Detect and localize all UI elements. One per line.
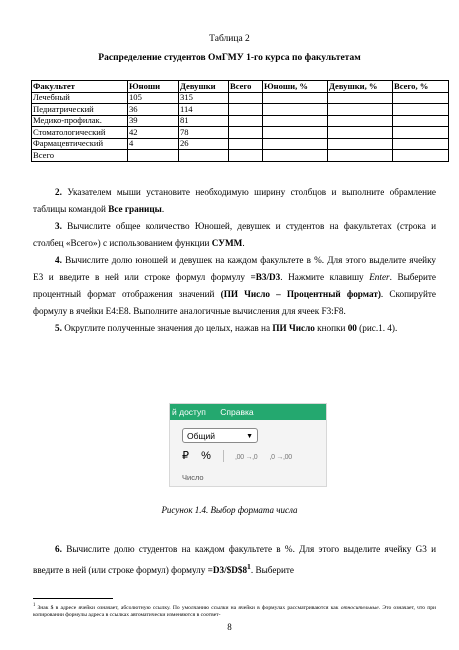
footnote-ref: 1 bbox=[247, 562, 251, 571]
step-text: Указателем мыши установите необходимую ширину столбцов и выполните обрамление таблицы командой bbox=[33, 187, 437, 214]
step-bold: Все границы bbox=[108, 204, 162, 214]
step-text: . bbox=[161, 204, 165, 214]
table-cell: Фармацевтический bbox=[32, 138, 128, 150]
table-cell bbox=[229, 104, 263, 116]
faculty-table bbox=[31, 80, 449, 162]
step-number: 5. bbox=[55, 323, 62, 333]
table-header-cell: Всего, % bbox=[393, 81, 449, 93]
table-cell bbox=[229, 115, 263, 127]
table-cell bbox=[263, 138, 328, 150]
step-number: 6. bbox=[55, 544, 62, 554]
step-3 bbox=[33, 218, 436, 252]
table-cell bbox=[229, 127, 263, 139]
step-4 bbox=[33, 252, 436, 320]
table-cell bbox=[229, 138, 263, 150]
table-cell bbox=[229, 150, 263, 162]
step-6 bbox=[33, 541, 436, 579]
table-title: Распределение студентов ОмГМУ 1-го курса по факультетам bbox=[98, 53, 361, 63]
footnote-mark: 1 bbox=[33, 603, 36, 608]
step-text: . Выберите bbox=[250, 565, 295, 576]
footnote-text: Знак $ в адресе ячейки означает, абсолютную ссылку. По умолчанию ссылки на ячейки в формулах рассматриваются как bbox=[35, 604, 341, 611]
step-text: . Выберите процентный формат отображения значений bbox=[33, 272, 436, 299]
table-cell bbox=[393, 92, 449, 104]
step-2 bbox=[33, 184, 436, 218]
table-cell bbox=[393, 115, 449, 127]
table-header-cell: Юноши, % bbox=[263, 81, 328, 93]
percent-format-icon[interactable]: % bbox=[201, 450, 211, 462]
footnote-text: . Это означает, что при копировании формулы адреса в ссылках автоматически изменяются в соответ- bbox=[33, 604, 436, 619]
table-cell: Медико-профилак. bbox=[32, 115, 128, 127]
step-bold: 00 bbox=[347, 323, 357, 333]
table-cell bbox=[328, 115, 393, 127]
table-header-cell: Девушки bbox=[179, 81, 229, 93]
tab-access[interactable]: й доступ bbox=[172, 407, 206, 417]
step-text: Вычислите долю юношей и девушек на каждом факультете в %. Для этого выделите ячейку E3 и введите в ней или строке формул формулу bbox=[33, 255, 437, 282]
table-cell: 26 bbox=[179, 138, 229, 150]
currency-format-icon[interactable]: ₽ bbox=[182, 450, 189, 462]
table-cell: 105 bbox=[128, 92, 179, 104]
table-cell: 81 bbox=[179, 115, 229, 127]
table-cell bbox=[328, 104, 393, 116]
table-cell bbox=[328, 138, 393, 150]
table-cell bbox=[393, 138, 449, 150]
table-cell bbox=[393, 150, 449, 162]
step-bold: СУММ bbox=[211, 238, 243, 248]
number-format-buttons bbox=[182, 449, 301, 463]
table-cell: 42 bbox=[128, 127, 179, 139]
table-cell: Педиатрический bbox=[32, 104, 128, 116]
footnote-divider bbox=[33, 598, 113, 599]
table-cell bbox=[263, 92, 328, 104]
table-cell: 78 bbox=[179, 127, 229, 139]
table-cell bbox=[328, 92, 393, 104]
formula: =B3/D3 bbox=[250, 272, 281, 282]
page-number: 8 bbox=[227, 622, 232, 632]
table-cell bbox=[328, 127, 393, 139]
table-cell bbox=[128, 150, 179, 162]
decrease-decimal-icon[interactable]: ,0 →,00 bbox=[269, 454, 292, 461]
ribbon-tab-bar bbox=[170, 404, 326, 420]
table-number: Таблица 2 bbox=[209, 34, 250, 44]
table-cell: Лечебный bbox=[32, 92, 128, 104]
table-cell: 36 bbox=[128, 104, 179, 116]
table-cell bbox=[263, 104, 328, 116]
step-number: 4. bbox=[55, 255, 62, 265]
table-cell: 315 bbox=[179, 92, 229, 104]
step-number: 2. bbox=[55, 187, 62, 197]
footnote-italic: относительные bbox=[340, 604, 379, 611]
step-text: Округлите полученные значения до целых, нажав на bbox=[64, 323, 273, 333]
step-bold: (ПИ Число – Процентный формат) bbox=[220, 289, 381, 299]
step-text: (рис.1. 4). bbox=[356, 323, 398, 333]
table-header-cell: Факультет bbox=[32, 81, 128, 93]
increase-decimal-icon[interactable]: ,00 →,0 bbox=[234, 454, 258, 461]
number-format-select[interactable] bbox=[182, 428, 258, 443]
table-cell bbox=[229, 92, 263, 104]
step-text: Вычислите общее количество Юношей, девушек и студентов на факультетах (строка и столбец «Всего») с использованием функции bbox=[33, 221, 436, 248]
step-text: кнопки bbox=[314, 323, 348, 333]
step-5 bbox=[33, 320, 436, 337]
figure-caption: Рисунок 1.4. Выбор формата числа bbox=[161, 505, 298, 515]
table-row bbox=[32, 138, 449, 150]
step-text: . Скопируйте формулу в ячейки E4:E8. Выполните аналогичные вычисления для ячеек F3:F8. bbox=[33, 289, 436, 316]
table-header-cell: Всего bbox=[229, 81, 263, 93]
table-row bbox=[32, 150, 449, 162]
table-cell bbox=[263, 115, 328, 127]
number-format-value: Общий bbox=[187, 431, 215, 441]
formula: =D3/$D$8 bbox=[207, 565, 248, 576]
table-row bbox=[32, 127, 449, 139]
table-cell bbox=[263, 150, 328, 162]
chevron-down-icon: ▼ bbox=[246, 433, 253, 440]
table-cell: 114 bbox=[179, 104, 229, 116]
instructions-continued bbox=[33, 541, 436, 579]
instructions bbox=[33, 184, 436, 337]
key-name: Enter bbox=[369, 272, 390, 282]
table-cell bbox=[328, 150, 393, 162]
table-cell: 4 bbox=[128, 138, 179, 150]
step-text: . bbox=[242, 238, 245, 248]
table-row bbox=[32, 104, 449, 116]
table-cell: 39 bbox=[128, 115, 179, 127]
footnote bbox=[33, 602, 436, 620]
table-cell bbox=[393, 104, 449, 116]
table-header-row bbox=[32, 81, 449, 93]
step-text: . Нажмите клавишу bbox=[280, 272, 370, 282]
number-format-ribbon bbox=[169, 403, 327, 487]
divider bbox=[223, 450, 224, 462]
table-cell bbox=[393, 127, 449, 139]
step-text: Вычислите долю студентов на каждом факультете в %. Для этого выделите ячейку G3 и введите в ней (или строке формул) формулу bbox=[33, 544, 437, 576]
step-bold: ПИ Число bbox=[272, 323, 315, 333]
table-row bbox=[32, 92, 449, 104]
step-number: 3. bbox=[55, 221, 62, 231]
tab-help[interactable]: Справка bbox=[220, 407, 254, 417]
table-cell: Стоматологический bbox=[32, 127, 128, 139]
ribbon-group-label: Число bbox=[182, 473, 204, 482]
table-header-cell: Девушки, % bbox=[328, 81, 393, 93]
table-cell bbox=[263, 127, 328, 139]
table-cell bbox=[179, 150, 229, 162]
table-row bbox=[32, 115, 449, 127]
table-header-cell: Юноши bbox=[128, 81, 179, 93]
table-cell: Всего bbox=[32, 150, 128, 162]
